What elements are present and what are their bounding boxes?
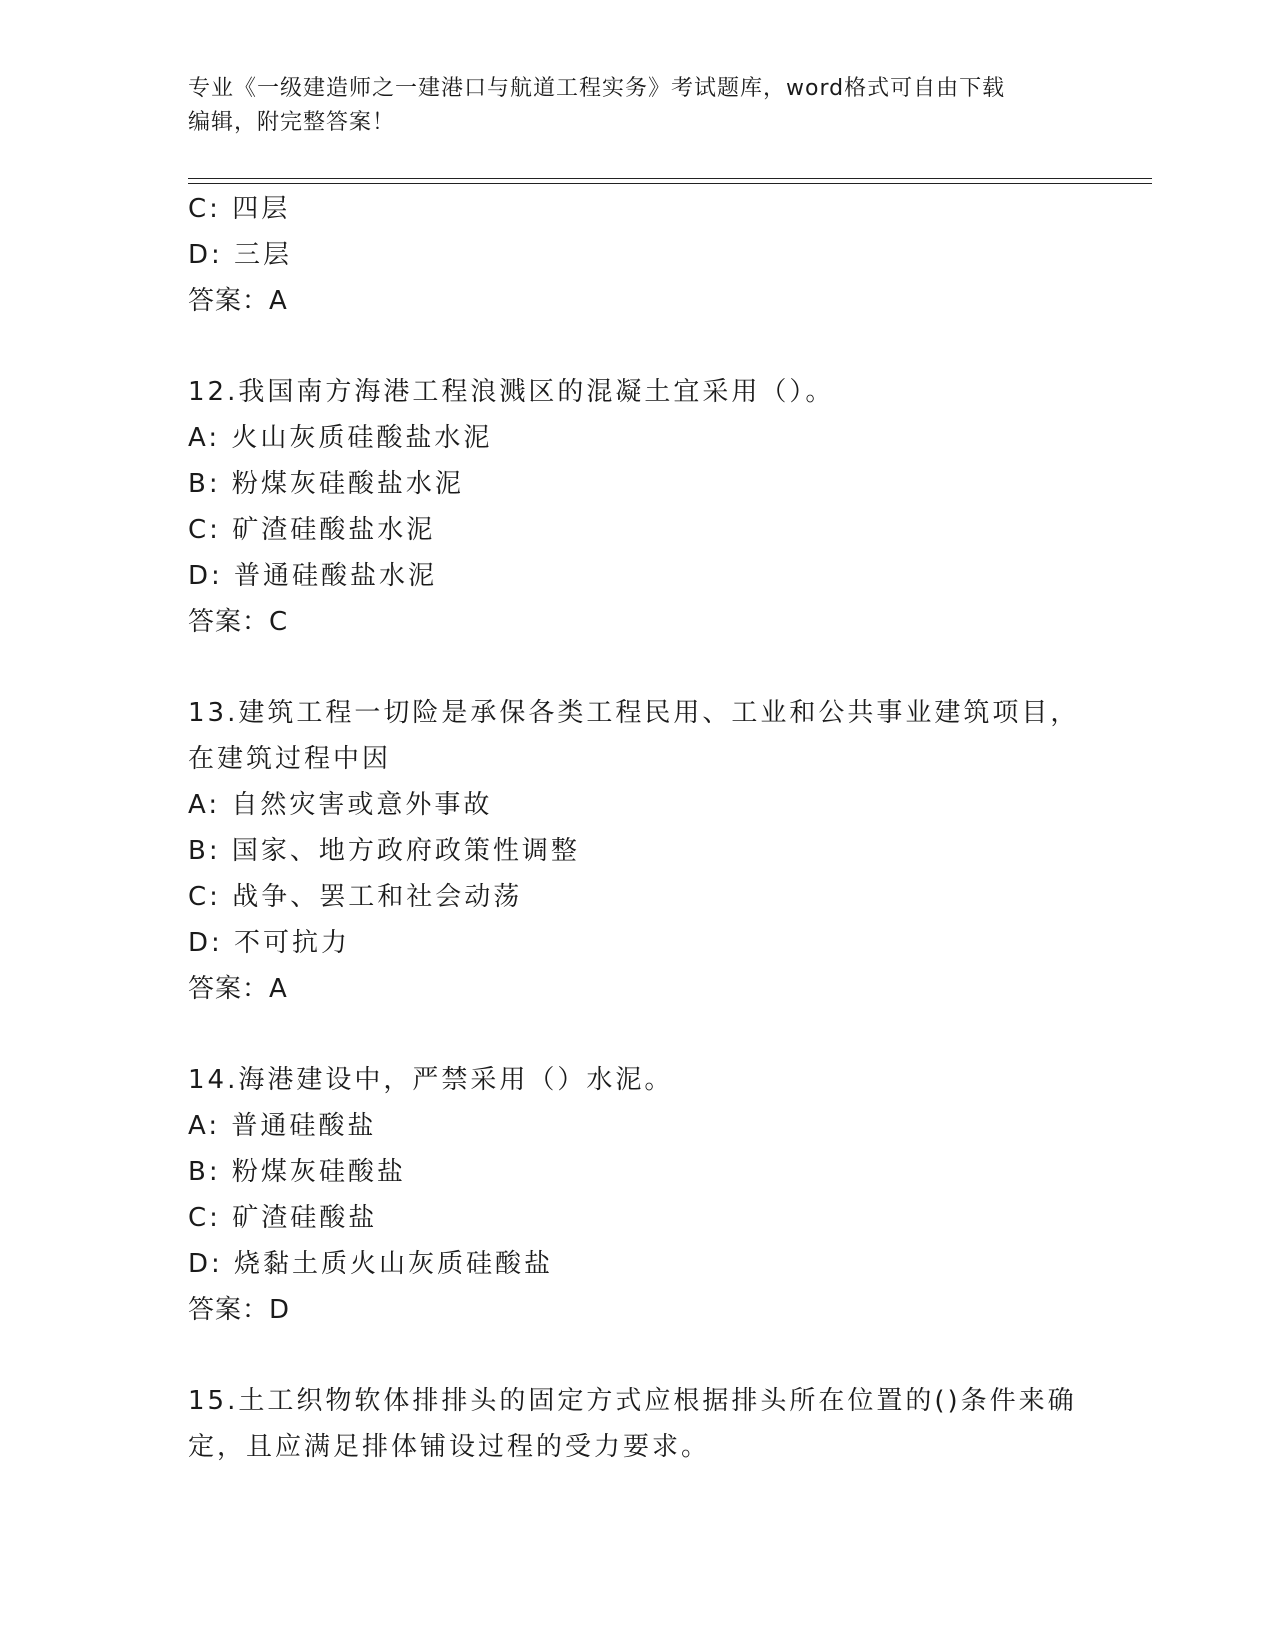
header-divider-bottom <box>188 183 1152 184</box>
prev-question-block <box>188 186 1088 324</box>
header-line-2: 编辑，附完整答案！ <box>188 110 396 135</box>
option-a: A: 普通硅酸盐 <box>188 1111 377 1141</box>
option-b: B: 国家、地方政府政策性调整 <box>188 836 580 866</box>
header-line-1: 专业《一级建造师之一建港口与航道工程实务》考试题库，word格式可自由下载 <box>188 76 1006 101</box>
answer-line: 答案：A <box>188 974 288 1004</box>
question-text: 13.建筑工程一切险是承保各类工程民用、工业和公共事业建筑项目， <box>188 698 1080 728</box>
option-d: D: 烧黏土质火山灰质硅酸盐 <box>188 1249 554 1279</box>
option-d: D: 普通硅酸盐水泥 <box>188 561 438 591</box>
option-b: B: 粉煤灰硅酸盐水泥 <box>188 469 464 499</box>
document-header <box>188 72 1078 140</box>
option-a: A: 自然灾害或意外事故 <box>188 790 493 820</box>
question-12 <box>188 369 1088 645</box>
answer-line: 答案：C <box>188 607 289 637</box>
option-a: A: 火山灰质硅酸盐水泥 <box>188 423 493 453</box>
question-14 <box>188 1057 1088 1333</box>
header-divider-top <box>188 178 1152 179</box>
question-text: 12.我国南方海港工程浪溅区的混凝土宜采用（）。 <box>188 377 835 407</box>
option-c: C: 战争、罢工和社会动荡 <box>188 882 523 912</box>
option-b: B: 粉煤灰硅酸盐 <box>188 1157 406 1187</box>
option-c: C: 矿渣硅酸盐 <box>188 1203 378 1233</box>
question-text: 14.海港建设中，严禁采用（）水泥。 <box>188 1065 674 1095</box>
option-d: D: 不可抗力 <box>188 928 351 958</box>
answer-line: 答案：D <box>188 1295 291 1325</box>
option-c: C: 四层 <box>188 194 291 224</box>
option-c: C: 矿渣硅酸盐水泥 <box>188 515 436 545</box>
question-text-cont: 在建筑过程中因 <box>188 744 392 774</box>
question-text: 15.土工织物软体排排头的固定方式应根据排头所在位置的()条件来确 <box>188 1386 1077 1416</box>
question-list <box>188 186 1088 1470</box>
question-13 <box>188 690 1088 1012</box>
option-d: D: 三层 <box>188 240 293 270</box>
answer-line: 答案：A <box>188 286 288 316</box>
question-15 <box>188 1378 1088 1470</box>
question-text-cont: 定，且应满足排体铺设过程的受力要求。 <box>188 1432 711 1462</box>
